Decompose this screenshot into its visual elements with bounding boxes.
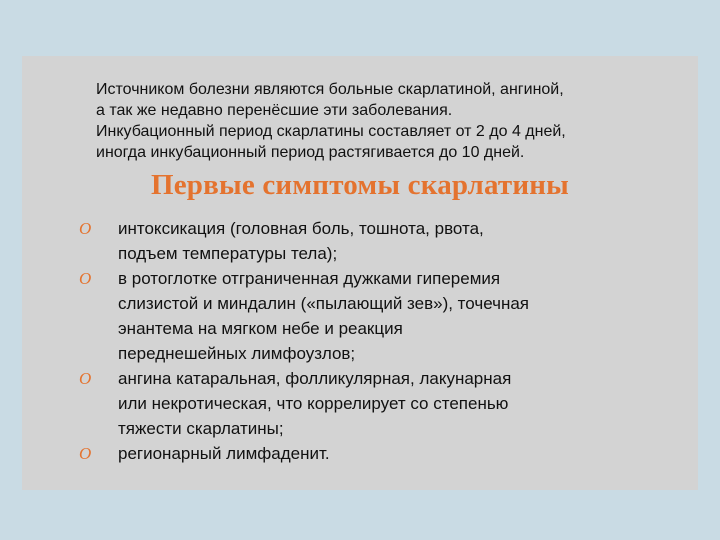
list-item-line: в ротоглотке отграниченная дужками гиперемия: [118, 269, 501, 288]
list-item-line: или некротическая, что коррелирует со степенью: [118, 394, 509, 413]
symptom-list: [79, 216, 639, 466]
list-item-line: тяжести скарлатины;: [118, 419, 284, 438]
intro-line: Источником болезни являются больные скарлатиной, ангиной,: [96, 81, 564, 98]
bullet-marker-icon: O: [79, 444, 92, 463]
slide-title: Первые симптомы скарлатины: [150, 169, 570, 201]
bullet-marker-icon: O: [79, 369, 92, 388]
list-item: [79, 266, 639, 366]
list-item: [79, 216, 639, 266]
list-item-line: энантема на мягком небе и реакция: [118, 319, 403, 338]
list-item: [79, 366, 639, 441]
intro-line: Инкубационный период скарлатины составляет от 2 до 4 дней,: [96, 123, 566, 140]
intro-paragraph: [96, 79, 676, 163]
list-item-line: регионарный лимфаденит.: [118, 444, 330, 463]
list-item-line: интоксикация (головная боль, тошнота, рвота,: [118, 219, 484, 238]
list-item-line: слизистой и миндалин («пылающий зев»), точечная: [118, 294, 530, 313]
bullet-marker-icon: O: [79, 219, 92, 238]
list-item-line: переднешейных лимфоузлов;: [118, 344, 356, 363]
bullet-marker-icon: O: [79, 269, 92, 288]
intro-line: иногда инкубационный период растягивается до 10 дней.: [96, 144, 525, 161]
list-item-line: подъем температуры тела);: [118, 244, 338, 263]
list-item: [79, 441, 639, 466]
list-item-line: ангина катаральная, фолликулярная, лакунарная: [118, 369, 512, 388]
intro-line: а так же недавно перенёсшие эти заболевания.: [96, 102, 453, 119]
